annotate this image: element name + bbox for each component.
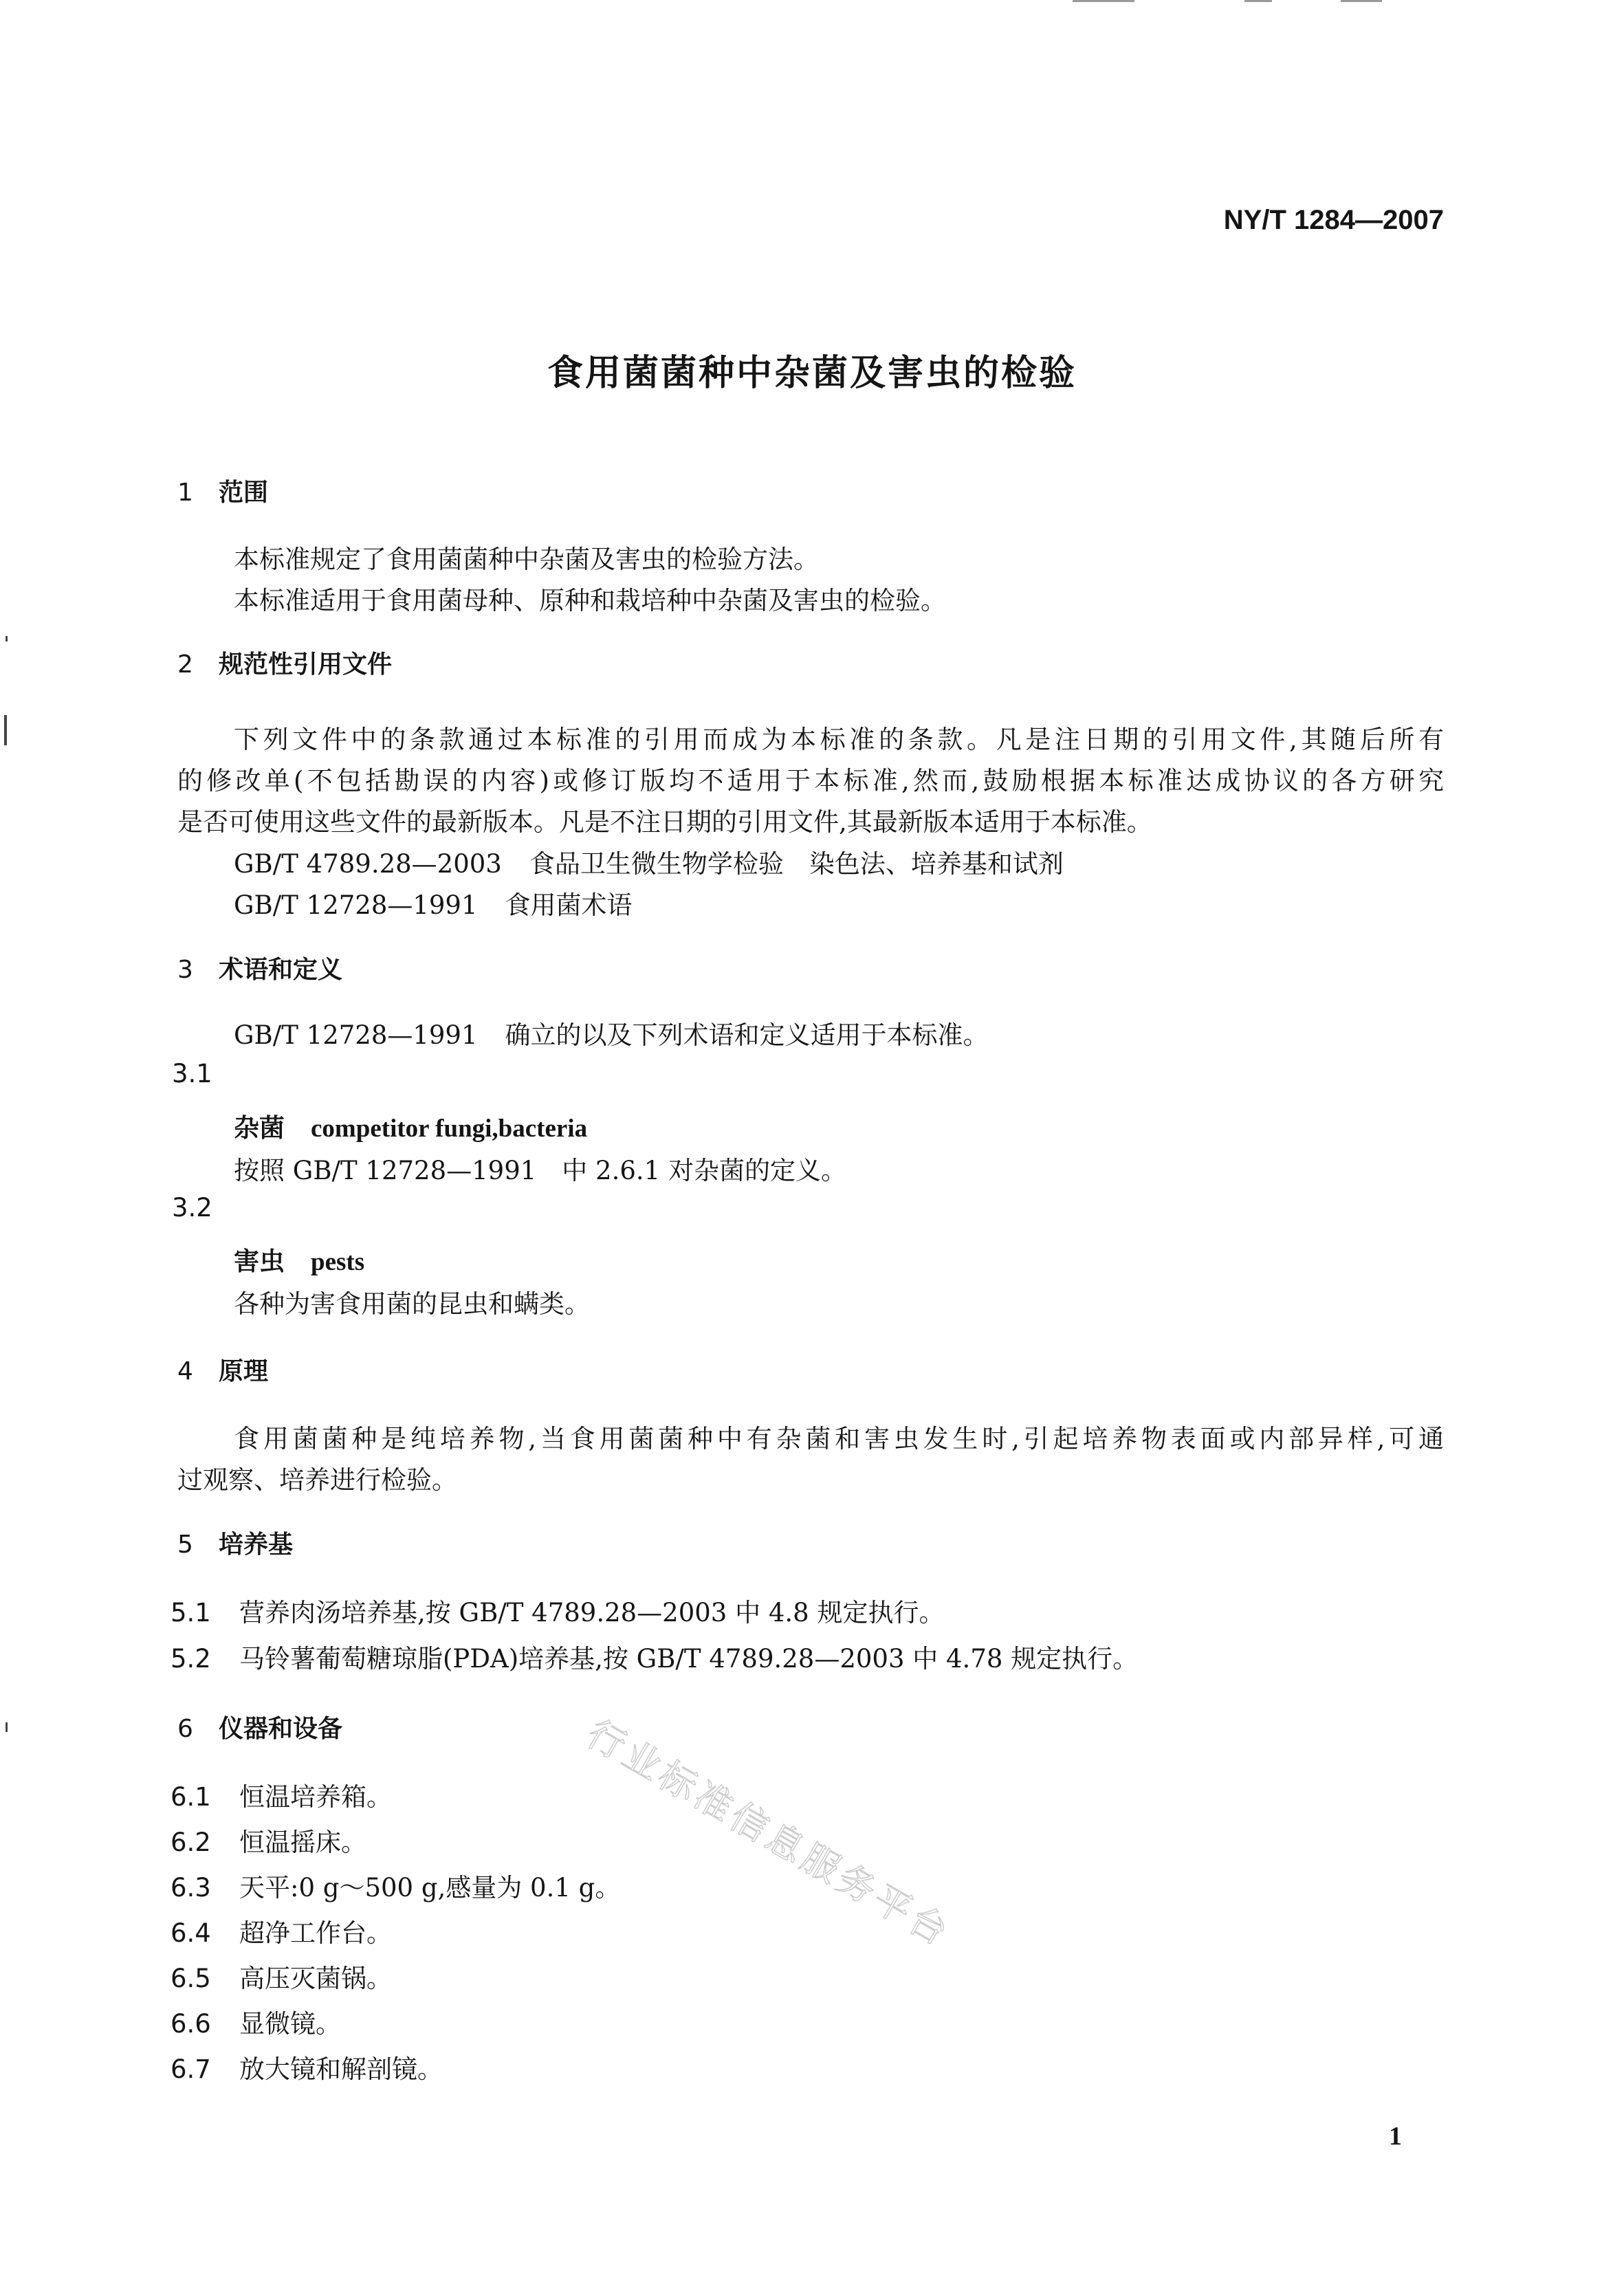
paragraph-line: 食用菌菌种是纯培养物,当食用菌菌种中有杂菌和害虫发生时,引起培养物表面或内部异样,可通 — [234, 1424, 1444, 1454]
document-title: 食用菌菌种中杂菌及害虫的检验 — [547, 353, 1077, 394]
reference-code: GB/T 12728—1991 — [234, 890, 478, 920]
item-text: 超净工作台。 — [239, 1918, 392, 1948]
section-5-heading — [177, 1525, 293, 1560]
reference-code: GB/T 12728—1991 — [234, 1020, 478, 1050]
reference-item — [234, 884, 633, 921]
term-chinese: 杂菌 — [234, 1112, 285, 1143]
section-number: 5 — [177, 1531, 193, 1559]
scan-edge-mark — [1073, 0, 1134, 2]
paragraph-line: 过观察、培养进行检验。 — [177, 1465, 457, 1495]
scan-edge-mark — [6, 1722, 8, 1732]
item-number: 6.5 — [171, 1964, 211, 1993]
watermark-text: 行业标准信息服务平台 — [580, 1711, 959, 1956]
item-text: 放大镜和解剖镜。 — [239, 2054, 443, 2084]
item-number: 6.1 — [171, 1782, 211, 1812]
section-number: 1 — [177, 479, 193, 507]
term-english: competitor fungi,bacteria — [311, 1115, 588, 1143]
section-title: 范围 — [219, 479, 269, 507]
paragraph-line: 是否可使用这些文件的最新版本。凡是不注日期的引用文件,其最新版本适用于本标准。 — [177, 807, 1152, 837]
section-number: 4 — [177, 1357, 193, 1385]
term-heading — [234, 1240, 364, 1278]
item-text: 营养肉汤培养基,按 GB/T 4789.28—2003 中 4.8 规定执行。 — [239, 1598, 945, 1627]
page-number: 1 — [1389, 2122, 1402, 2151]
section-title: 规范性引用文件 — [219, 650, 393, 679]
section-number: 6 — [177, 1715, 193, 1743]
section-2-heading — [177, 645, 392, 680]
list-item — [171, 1912, 392, 1949]
paragraph-line: 下列文件中的条款通过本标准的引用而成为本标准的条款。凡是注日期的引用文件,其随后所有 — [234, 725, 1444, 754]
item-number: 6.7 — [171, 2054, 211, 2084]
list-item — [171, 2003, 341, 2040]
scan-edge-mark — [6, 636, 8, 642]
reference-title: 食品卫生微生物学检验 染色法、培养基和试剂 — [529, 849, 1064, 879]
item-text: 马铃薯葡萄糖琼脂(PDA)培养基,按 GB/T 4789.28—2003 中 4.78 规定执行。 — [239, 1644, 1139, 1674]
list-item — [171, 2048, 443, 2085]
item-number: 5.1 — [171, 1598, 211, 1627]
section-title: 原理 — [219, 1357, 269, 1385]
list-item — [171, 1821, 366, 1859]
list-item — [171, 1958, 392, 1995]
standard-number: NY/T 1284—2007 — [1223, 205, 1444, 235]
item-number: 6.2 — [171, 1828, 211, 1857]
section-6-heading — [177, 1709, 342, 1744]
section-number: 3 — [177, 956, 193, 984]
item-number: 5.2 — [171, 1644, 211, 1674]
scan-edge-mark — [1244, 0, 1272, 2]
section-3-heading — [177, 950, 342, 985]
section-title: 术语和定义 — [219, 956, 343, 984]
paragraph: 本标准规定了食用菌菌种中杂菌及害虫的检验方法。 — [234, 545, 819, 574]
paragraph — [234, 1014, 989, 1051]
paragraph: 本标准适用于食用菌母种、原种和栽培种中杂菌及害虫的检验。 — [234, 586, 946, 615]
term-english: pests — [311, 1248, 365, 1276]
list-item — [171, 1638, 1138, 1675]
reference-code: GB/T 4789.28—2003 — [234, 849, 502, 879]
list-item — [171, 1776, 392, 1813]
term-chinese: 害虫 — [234, 1246, 285, 1276]
item-text: 显微镜。 — [239, 2009, 341, 2039]
item-number: 6.6 — [171, 2009, 211, 2039]
list-item — [171, 1592, 944, 1629]
item-text: 恒温摇床。 — [239, 1828, 366, 1857]
section-1-heading — [177, 473, 268, 508]
section-title: 仪器和设备 — [219, 1715, 343, 1743]
item-text: 天平:0 g～500 g,感量为 0.1 g。 — [239, 1873, 621, 1903]
scan-edge-mark — [1341, 0, 1382, 2]
term-definition: 各种为害食用菌的昆虫和螨类。 — [234, 1289, 590, 1319]
item-text: 高压灭菌锅。 — [239, 1964, 392, 1993]
item-number: 6.4 — [171, 1918, 211, 1948]
section-number: 2 — [177, 650, 193, 679]
term-number: 3.1 — [172, 1059, 212, 1088]
term-definition: 按照 GB/T 12728—1991 中 2.6.1 对杂菌的定义。 — [234, 1156, 846, 1185]
paragraph-text: 确立的以及下列术语和定义适用于本标准。 — [505, 1020, 989, 1050]
term-heading — [234, 1107, 587, 1144]
paragraph-line: 的修改单(不包括勘误的内容)或修订版均不适用于本标准,然而,鼓励根据本标准达成协议的各方研究 — [177, 766, 1444, 796]
list-item — [171, 1867, 620, 1904]
reference-item — [234, 843, 1064, 880]
section-title: 培养基 — [219, 1531, 294, 1559]
item-number: 6.3 — [171, 1873, 211, 1903]
section-4-heading — [177, 1352, 268, 1387]
term-number: 3.2 — [172, 1193, 212, 1223]
item-text: 恒温培养箱。 — [239, 1782, 392, 1812]
scan-edge-mark — [4, 715, 7, 745]
reference-title: 食用菌术语 — [505, 890, 633, 920]
